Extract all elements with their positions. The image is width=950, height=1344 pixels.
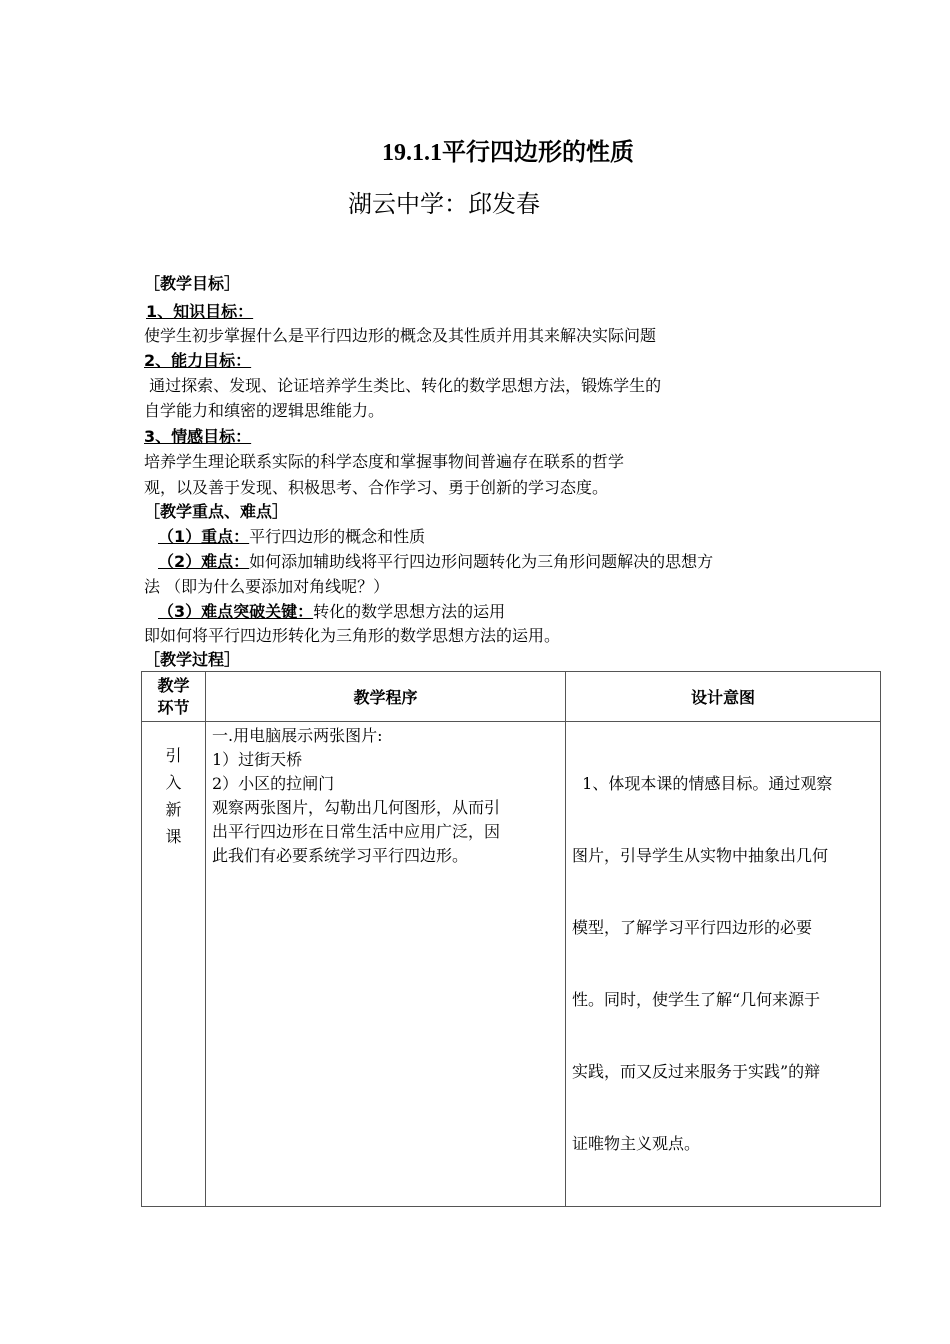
intent-line: 模型，了解学习平行四边形的必要	[572, 918, 813, 937]
keypoint-1-text: 平行四边形的概念和性质	[249, 527, 426, 546]
procedure-line: 此我们有必要系统学习平行四边形。	[212, 846, 469, 865]
keypoint-3	[158, 600, 505, 624]
keypoint-1	[158, 525, 425, 549]
table-header-row	[142, 672, 881, 722]
intent-line: 实践，而又反过来服务于实践”的辩	[572, 1062, 821, 1081]
keypoint-3-text-cont: 即如何将平行四边形转化为三角形的数学思想方法的运用。	[144, 626, 561, 645]
keypoint-2-text-cont: 法 （即为什么要添加对角线呢？）	[144, 577, 390, 596]
procedure-line: 观察两张图片，勾勒出几何图形，从而引	[212, 798, 501, 817]
keypoint-2-text: 如何添加辅助线将平行四边形问题转化为三角形问题解决的思想方	[249, 552, 714, 571]
intent-line: 性。同时，使学生了解“几何来源于	[572, 990, 821, 1009]
process-heading: ［教学过程］	[144, 650, 241, 669]
page-title: 19.1.1平行四边形的性质	[382, 140, 634, 166]
ability-label: 2、能力目标：	[144, 351, 252, 370]
emotion-text-2: 观，以及善于发现、积极思考、合作学习、勇于创新的学习态度。	[144, 478, 609, 497]
emotion-label: 3、情感目标：	[144, 427, 252, 446]
header-intent: 设计意图	[566, 672, 881, 722]
header-procedure: 教学程序	[206, 672, 566, 722]
intent-line: 图片，引导学生从实物中抽象出几何	[572, 846, 829, 865]
procedure-cell	[206, 722, 566, 1207]
intent-cell	[566, 722, 881, 1207]
objectives-heading: ［教学目标］	[144, 274, 241, 293]
ability-text-2: 自学能力和缜密的逻辑思维能力。	[144, 401, 385, 420]
table-row	[142, 722, 881, 1207]
keypoint-1-label: （1）重点：	[158, 527, 250, 546]
knowledge-text: 使学生初步掌握什么是平行四边形的概念及其性质并用其来解决实际问题	[144, 326, 657, 345]
keypoints-heading: ［教学重点、难点］	[144, 502, 289, 521]
stage-char: 新	[165, 800, 182, 819]
lesson-table	[141, 671, 881, 1207]
author-line: 湖云中学：邱发春	[348, 190, 540, 218]
stage-char: 课	[165, 827, 182, 846]
stage-cell	[142, 722, 206, 1207]
intent-line: 1、体现本课的情感目标。通过观察	[572, 774, 833, 793]
procedure-line: 出平行四边形在日常生活中应用广泛，因	[212, 822, 501, 841]
procedure-line: 一.用电脑展示两张图片:	[212, 726, 383, 745]
header-stage: 教学环节	[142, 672, 206, 722]
intent-line: 证唯物主义观点。	[572, 1134, 701, 1153]
keypoint-2-label: （2）难点：	[158, 552, 250, 571]
knowledge-label: 1、知识目标：	[146, 302, 254, 321]
keypoint-2	[158, 550, 713, 574]
procedure-line: 2）小区的拉闸门	[212, 774, 335, 793]
emotion-text-1: 培养学生理论联系实际的科学态度和掌握事物间普遍存在联系的哲学	[144, 452, 625, 471]
keypoint-3-text: 转化的数学思想方法的运用	[313, 602, 506, 621]
stage-char: 入	[165, 773, 182, 792]
ability-text-1: 通过探索、发现、论证培养学生类比、转化的数学思想方法，锻炼学生的	[144, 376, 662, 395]
stage-char: 引	[165, 746, 182, 765]
keypoint-3-label: （3）难点突破关键：	[158, 602, 314, 621]
procedure-line: 1）过街天桥	[212, 750, 303, 769]
